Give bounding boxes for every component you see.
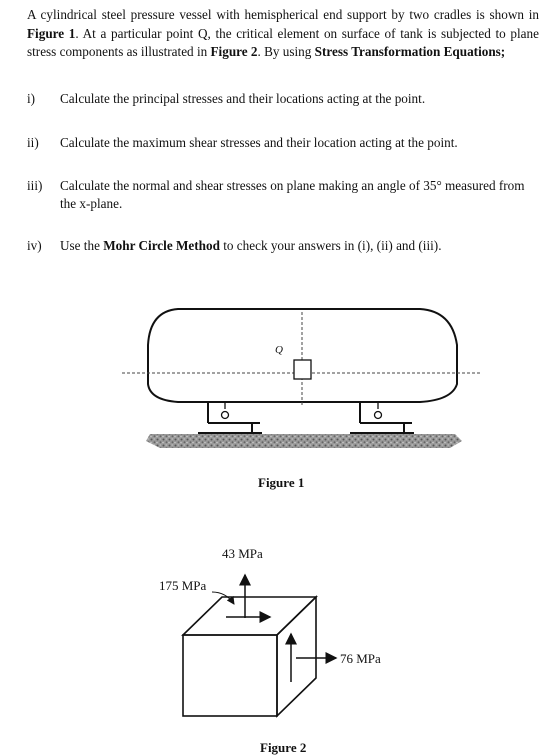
- pressure-vessel: [122, 309, 480, 405]
- figure1-reference: Figure 1: [27, 25, 76, 41]
- intro-text-2: . At a particular point Q, the critical element on surface of tank is subjected to plane stress components as illustrated in: [27, 25, 539, 59]
- question-number: iv): [27, 238, 42, 253]
- point-q-label: Q: [275, 344, 283, 356]
- intro-text-1: A cylindrical steel pressure vessel with hemispherical end support by two cradles is shown in: [27, 7, 539, 22]
- question-number: iii): [27, 178, 43, 193]
- figure1-caption: Figure 1: [258, 475, 305, 490]
- figure2-caption: Figure 2: [260, 740, 307, 755]
- ground-gravel: [146, 434, 462, 448]
- question-text-before: Use the: [60, 238, 104, 253]
- shear-label-leader: [212, 592, 234, 604]
- stress-label-175: 175 MPa: [159, 578, 207, 593]
- stress-label-43: 43 MPa: [222, 546, 263, 561]
- left-cradle: [198, 402, 262, 433]
- stress-transformation-equations: Stress Transformation Equations;: [314, 44, 506, 59]
- stress-label-76: 76 MPa: [340, 651, 381, 666]
- mohr-circle-method: Mohr Circle Method: [103, 238, 220, 253]
- right-cradle: [350, 402, 414, 433]
- question-number: ii): [27, 135, 39, 150]
- question-number: i): [27, 91, 36, 106]
- stress-element-cube: [183, 597, 316, 716]
- point-q-element: [294, 360, 311, 379]
- question-text: Calculate the principal stresses and their locations acting at the point.: [60, 91, 426, 106]
- question-text: Calculate the maximum shear stresses and their location acting at the point.: [60, 135, 458, 150]
- figure2-reference: Figure 2: [210, 44, 258, 59]
- question-text: Calculate the normal and shear stresses on plane making an angle of 35° measured from the x-plane.: [60, 178, 525, 211]
- intro-text-3: . By using: [257, 44, 315, 59]
- question-text-after: to check your answers in (i), (ii) and (iii).: [219, 238, 442, 253]
